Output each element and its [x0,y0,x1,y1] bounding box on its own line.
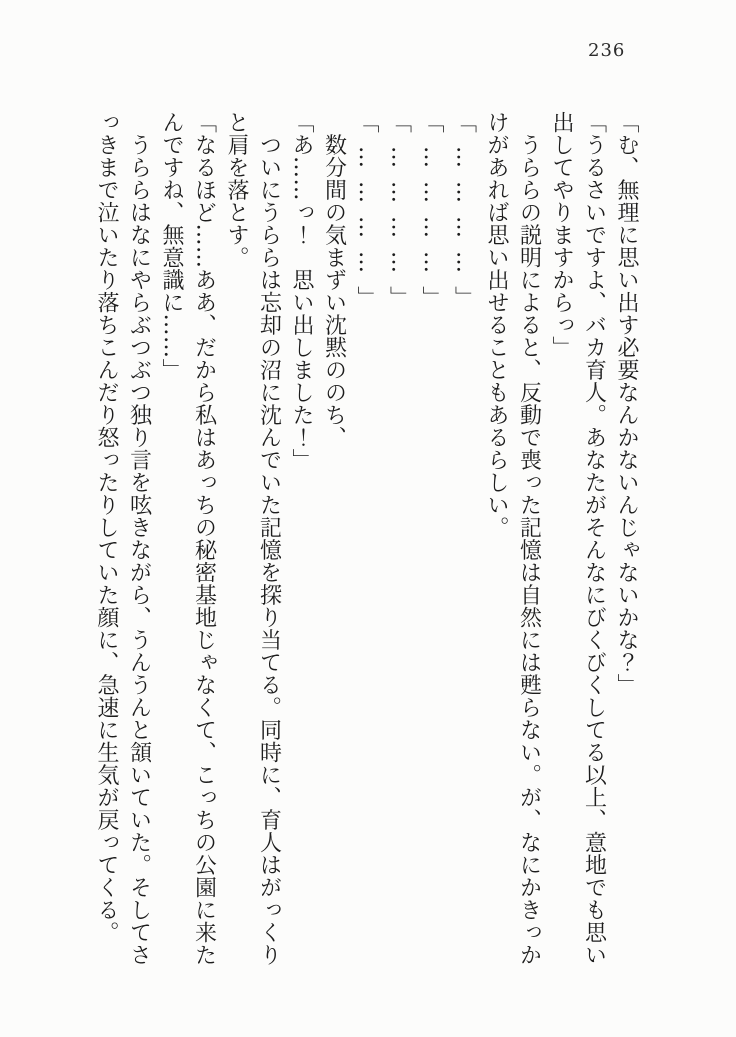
page-number: 236 [588,40,626,61]
text-line: んですね、無意識に……」 [159,111,184,381]
text-line: と肩を落とす。 [224,111,249,269]
text-line: 数分間の気まずい沈黙ののち、 [321,111,347,449]
silence-line: 「…………」 [419,111,444,321]
silence-line: 「…………」 [451,111,477,321]
text-line: 「うるさいですよ、バカ育人。あなたがそんなにびくびくしてる以上、意地でも思い [581,111,607,966]
silence-line: 「…………」 [386,111,412,321]
text-line: 「あ……っ！ 思い出しました！」 [289,111,314,471]
text-line: うららの説明によると、反動で喪った記憶は自然には甦らない。が、なにかきっか [516,111,542,966]
text-line: うららはなにやらぶつぶつ独り言を呟きながら、うんうんと頷いていた。そしてさ [126,111,152,966]
silence-line: 「…………」 [354,111,379,321]
text-line: っきまで泣いたり落ちこんだり怒ったりしていた顔に、急速に生気が戻ってくる。 [94,111,119,944]
vertical-text-block [90,111,643,966]
text-line: 出してやりますからっ」 [549,111,574,359]
text-line: ついにうららは忘却の沼に沈んでいた記憶を探り当てる。同時に、育人はがっくり [256,111,282,966]
text-line: 「む、無理に思い出す必要なんかないんじゃないかな？」 [614,111,639,696]
text-line: 「なるほど……ああ、だから私はあっちの秘密基地じゃなくて、こっちの公園に来た [191,111,217,966]
text-line: けがあれば思い出せることもあるらしい。 [484,111,509,539]
